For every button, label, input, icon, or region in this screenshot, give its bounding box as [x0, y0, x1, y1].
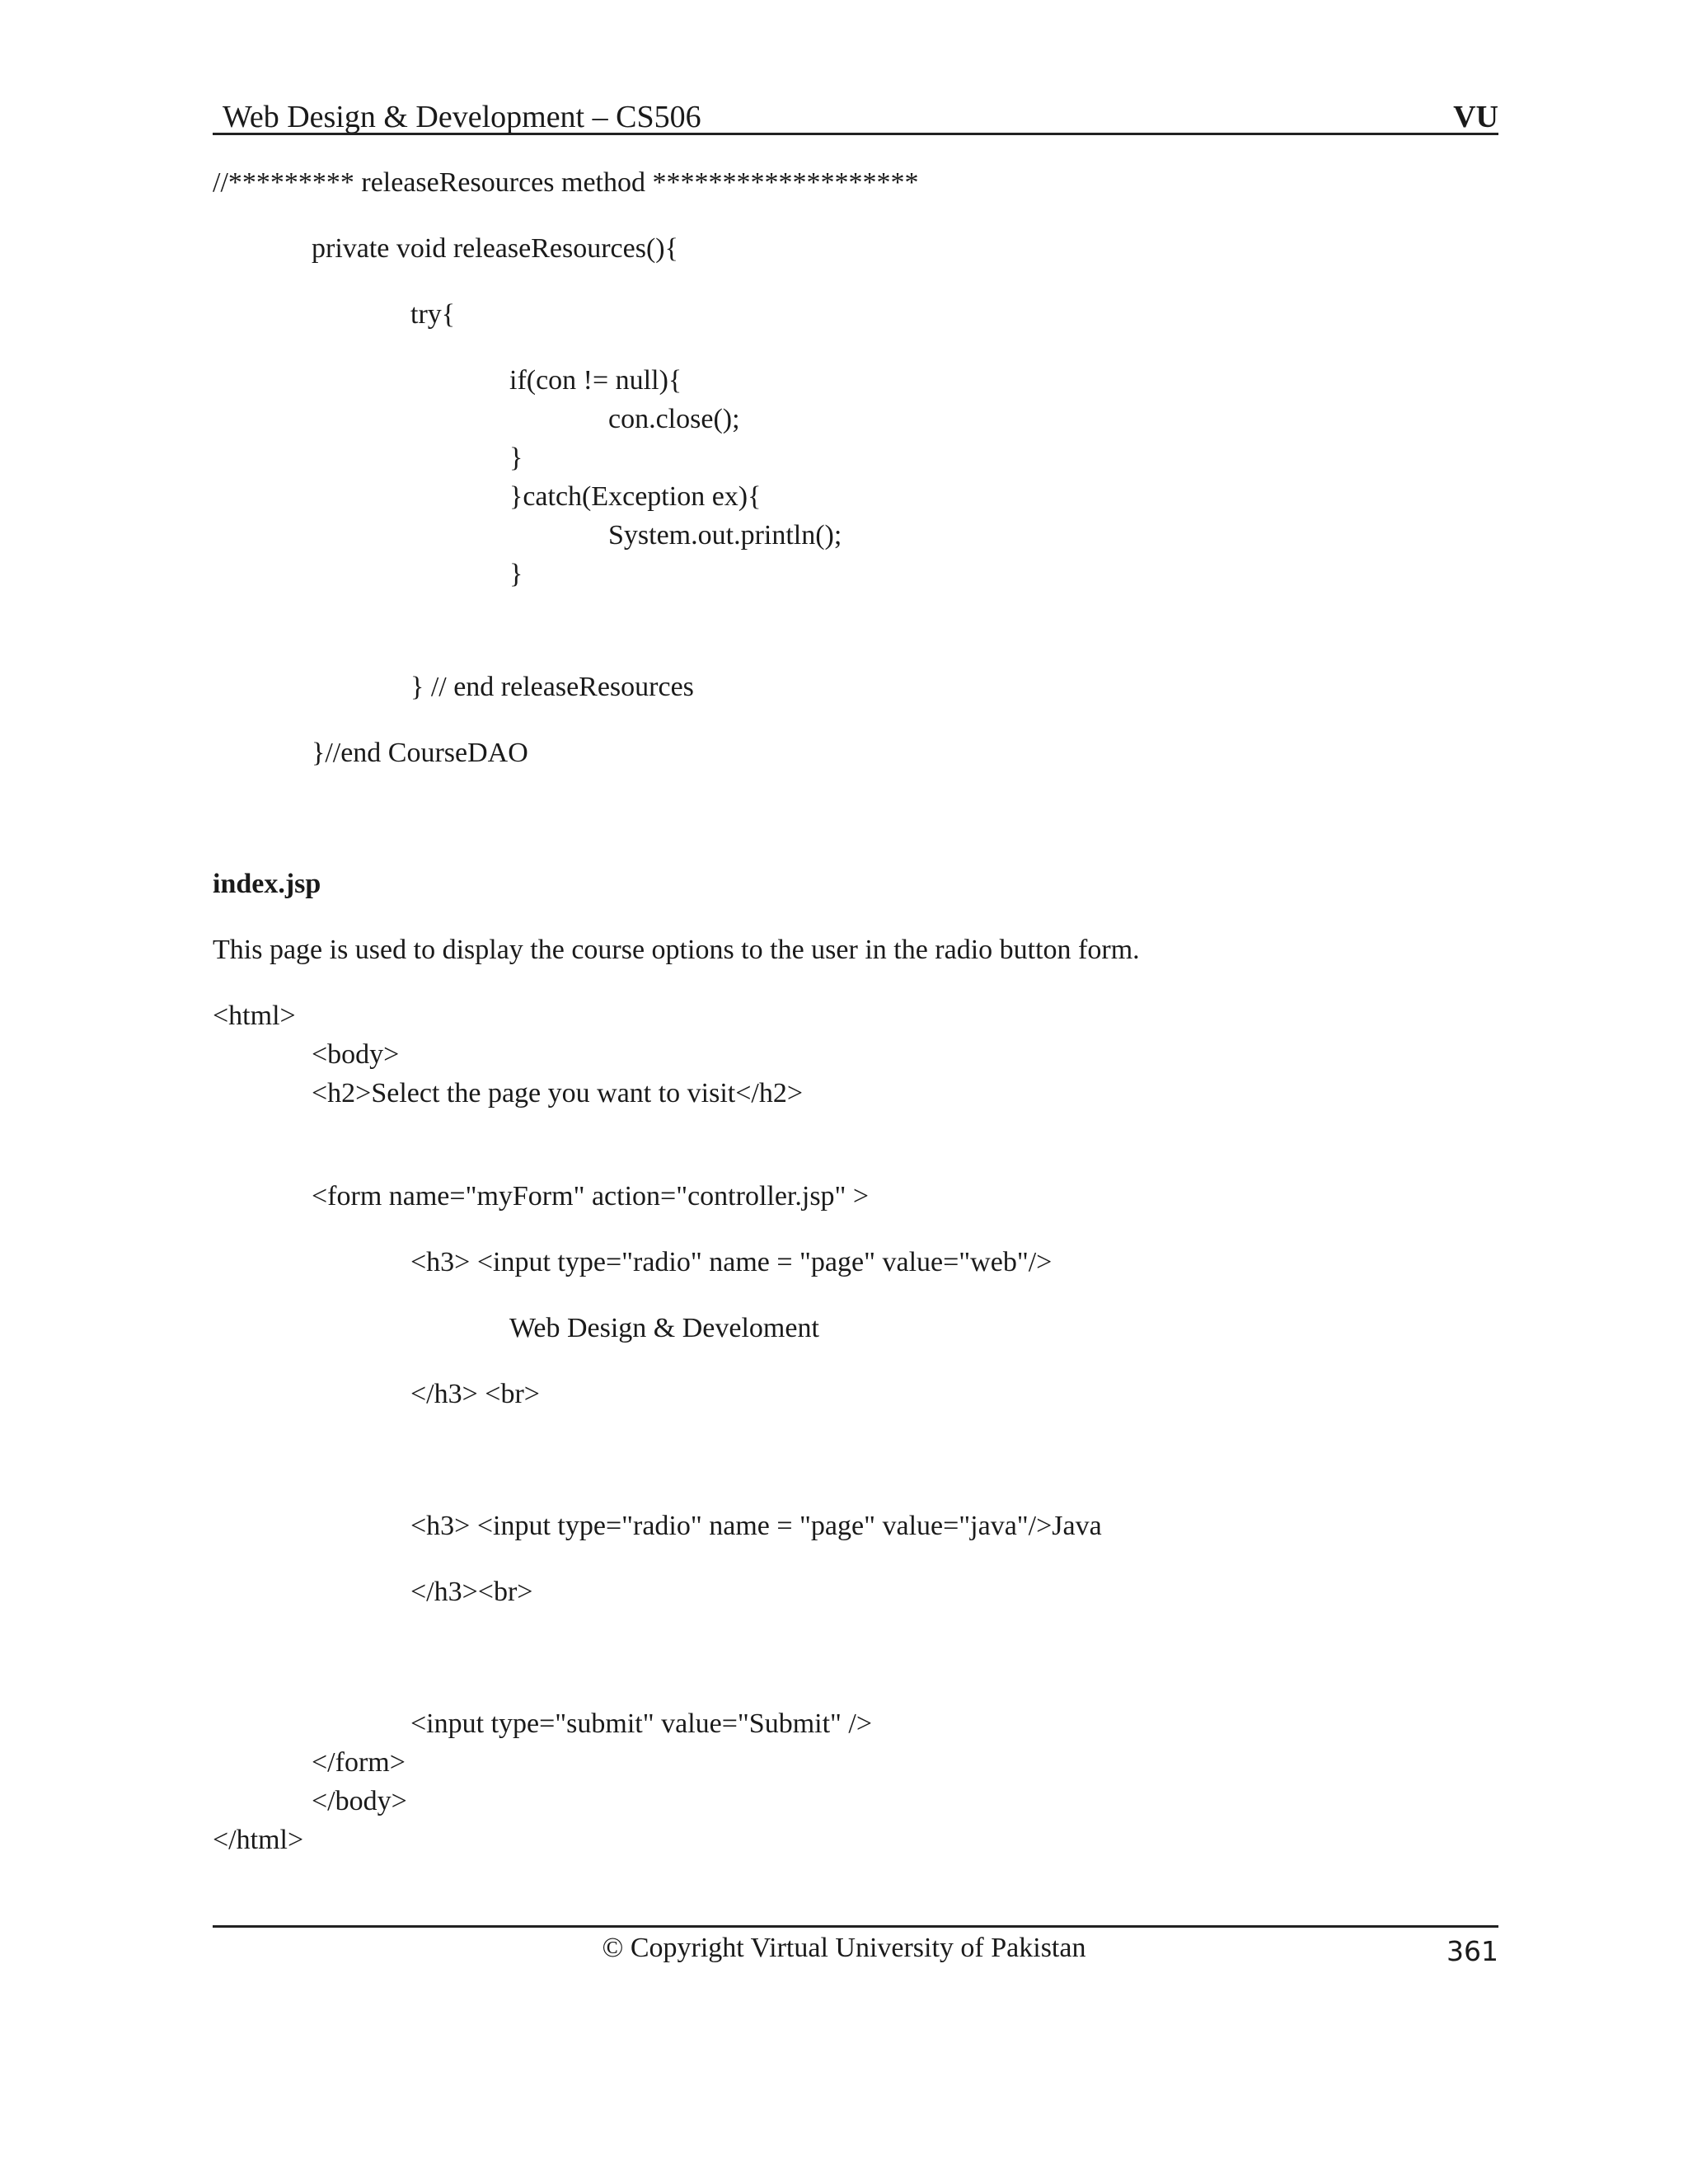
jsp-line: <body>	[312, 1039, 400, 1070]
jsp-line: <form name="myForm" action="controller.jsp" >	[312, 1181, 870, 1212]
jsp-line: <input type="submit" value="Submit" />	[410, 1708, 873, 1739]
jsp-line: </body>	[312, 1786, 407, 1816]
header-title: Web Design & Development – CS506	[223, 100, 701, 134]
jsp-line: </html>	[213, 1825, 304, 1855]
code-line: con.close();	[608, 404, 740, 434]
jsp-line: <h2>Select the page you want to visit</h2>	[312, 1078, 804, 1108]
code-line: //********* releaseResources method *******************	[213, 167, 919, 198]
jsp-line: <h3> <input type="radio" name = "page" value="web"/>	[410, 1247, 1053, 1277]
code-line: }	[509, 443, 523, 473]
jsp-line: </h3><br>	[410, 1577, 533, 1607]
footer-divider	[213, 1925, 1498, 1928]
header-brand: VU	[1453, 100, 1498, 134]
jsp-line: <h3> <input type="radio" name = "page" value="java"/>Java	[410, 1511, 1102, 1541]
jsp-line: <html>	[213, 1001, 296, 1031]
code-line: try{	[410, 299, 456, 330]
section-description: This page is used to display the course options to the user in the radio button form.	[213, 935, 1140, 965]
jsp-line: Web Design & Develoment	[509, 1313, 819, 1343]
footer-copyright: © Copyright Virtual University of Pakistan	[602, 1933, 1086, 1963]
code-line: System.out.println();	[608, 520, 842, 551]
code-line: }catch(Exception ex){	[509, 481, 762, 512]
code-line: private void releaseResources(){	[312, 233, 678, 264]
section-heading: index.jsp	[213, 869, 321, 899]
code-line: } // end releaseResources	[410, 672, 694, 702]
page-number: 361	[1447, 1935, 1498, 1967]
code-line: }//end CourseDAO	[312, 738, 528, 768]
code-line: }	[509, 559, 523, 589]
header-divider	[213, 133, 1498, 135]
jsp-line: </h3> <br>	[410, 1379, 540, 1409]
code-line: if(con != null){	[509, 365, 682, 396]
jsp-line: </form>	[312, 1747, 406, 1778]
